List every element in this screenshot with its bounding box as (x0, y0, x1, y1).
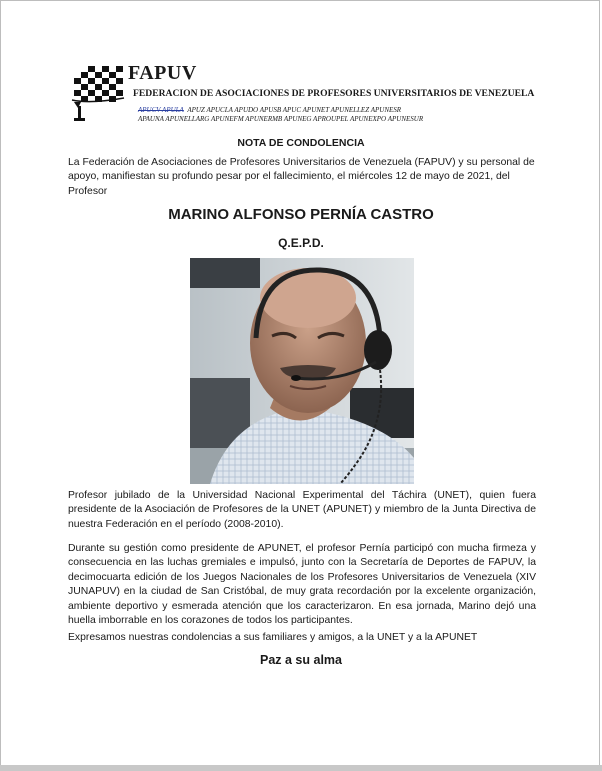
tenure-paragraph: Durante su gestión como presidente de APUNET, el profesor Pernía participó con mucha firmeza y consecuencia en las luchas gremiales e impulsó, junto con la Secretaría de Deportes de FAPUV, la decimocuarta edición de los Juegos Nacionales de los Profesores Universitarios de Venezuela (XIV JUNAPUV) en la ciudad de San Cristóbal, de muy grata recordación por la excelente organización, ambiente deportivo y esmerada atención que los caracterizaron. En esa jornada, Marino dejó una huella imborrable en los corazones de todos los participantes. (68, 543, 536, 627)
closing-line: Paz a su alma (260, 653, 342, 667)
biography-paragraph: Profesor jubilado de la Universidad Nacional Experimental del Táchira (UNET), quien fuera presidente de la Asociación de Profesores de la UNET (APUNET) y miembro de la Junta Directiva de nuestra Federación en el período (2008-2010). (68, 490, 536, 530)
portrait-illustration (190, 258, 414, 484)
members-line-1 (138, 106, 423, 115)
qepd-label: Q.E.P.D. (278, 236, 324, 250)
members-struck: APUCV APULA (138, 106, 184, 114)
letterhead (70, 62, 540, 126)
members-line-2: APAUNA APUNELLARG APUNEFM APUNERMB APUNEG APROUPEL APUNEXPO APUNESUR (138, 115, 424, 123)
note-title: NOTA DE CONDOLENCIA (237, 137, 365, 149)
org-short-name: FAPUV (128, 62, 197, 84)
member-associations (138, 106, 423, 124)
condolences-paragraph: Expresamos nuestras condolencias a sus familiares y amigos, a la UNET y a la APUNET (68, 632, 478, 643)
org-full-name: FEDERACION DE ASOCIACIONES DE PROFESORES UNIVERSITARIOS DE VENEZUELA (133, 88, 535, 99)
fapuv-logo-icon (70, 64, 126, 122)
portrait-photo (190, 258, 414, 484)
bottom-band (0, 765, 602, 771)
members-line-1-text: APUZ APUCLA APUDO APUSB APUC APUNET APUNELLEZ APUNESR (187, 106, 402, 114)
deceased-name: MARINO ALFONSO PERNÍA CASTRO (168, 206, 434, 223)
intro-paragraph: La Federación de Asociaciones de Profesores Universitarios de Venezuela (FAPUV) y su personal de apoyo, manifiestan su profundo pesar por el fallecimiento, el miércoles 12 de mayo de 2021, del Profesor (68, 157, 535, 197)
